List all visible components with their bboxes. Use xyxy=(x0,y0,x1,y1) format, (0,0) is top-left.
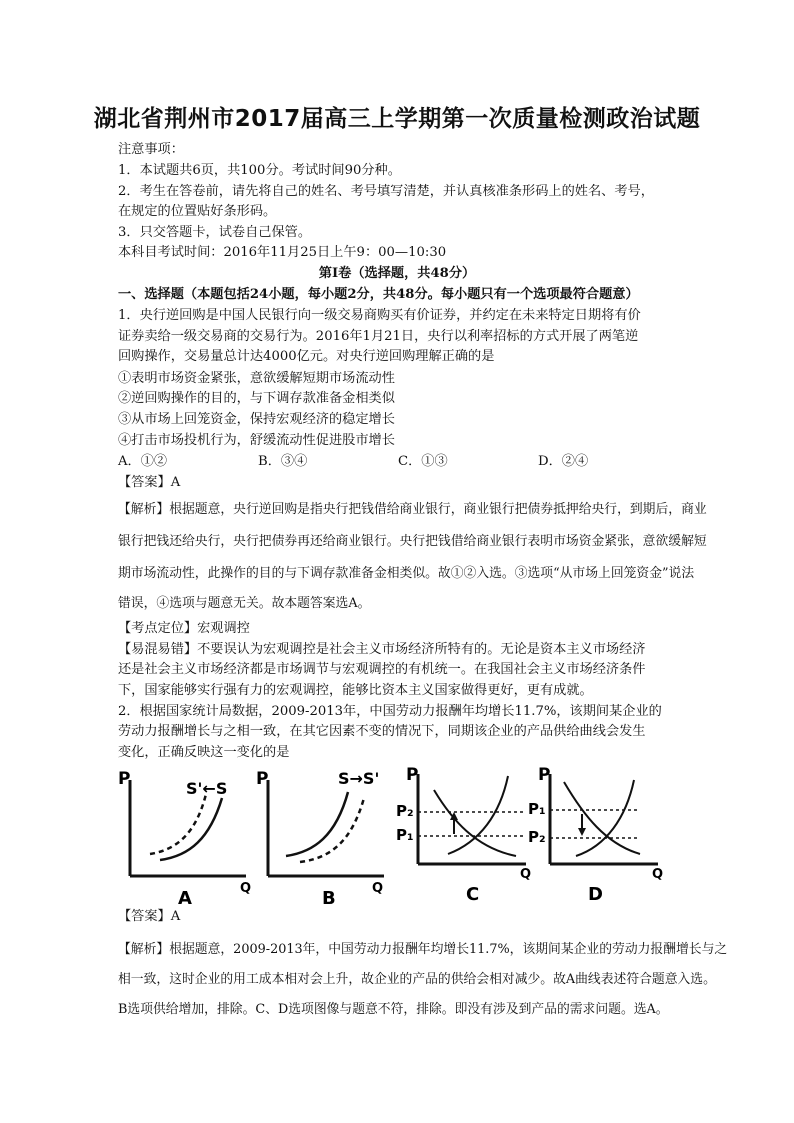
q1-option-c: C．①③ xyxy=(398,454,448,469)
q2-analysis: 【解析】根据题意，2009-2013年，中国劳动力报酬年均增长11.7%，该期间某企业的劳动力报酬增长与之 xyxy=(118,942,728,957)
figure-b xyxy=(256,764,396,906)
q1-statement: ③从市场上回笼资金，保持宏观经济的稳定增长 xyxy=(118,412,395,427)
price-label-high: P₁ xyxy=(528,800,546,818)
exam-time: 本科目考试时间：2016年11月25日上午9：00—10:30 xyxy=(118,245,447,260)
notice-item: 在规定的位置贴好条形码。 xyxy=(118,204,277,219)
q1-statement: ①表明市场资金紧张，意欲缓解短期市场流动性 xyxy=(118,371,395,386)
axis-p-label: P xyxy=(538,765,551,785)
q1-stem: 1．央行逆回购是中国人民银行向一级交易商购买有价证券，并约定在未来特定日期将有价 xyxy=(118,308,641,323)
shift-label: S→S' xyxy=(338,769,380,788)
q1-stem: 回购操作，交易量总计达4000亿元。对央行逆回购理解正确的是 xyxy=(118,349,495,364)
price-label-low: P₂ xyxy=(528,828,546,846)
q1-analysis: 【解析】根据题意，央行逆回购是指央行把钱借给商业银行，商业银行把债券抵押给央行，到期后，商业 xyxy=(118,502,707,517)
supply-curve-new xyxy=(150,794,206,854)
figure-label: B xyxy=(322,888,336,906)
part-heading: 一、选择题（本题包括24小题，每小题2分，共48分。每小题只有一个选项最符合题意） xyxy=(118,287,639,302)
figure-label: A xyxy=(178,888,192,906)
q1-statement: ④打击市场投机行为，舒缓流动性促进股市增长 xyxy=(118,433,395,448)
section-title: 第Ⅰ卷（选择题，共48分） xyxy=(318,266,476,281)
q1-stem: 证券卖给一级交易商的交易行为。2016年1月21日，央行以利率招标的方式开展了两笔逆 xyxy=(118,329,639,344)
q1-yihun: 下，国家能够实行强有力的宏观调控，能够比资本主义国家做得更好，更有成就。 xyxy=(118,683,593,698)
notice-heading: 注意事项： xyxy=(118,142,184,157)
notice-item: 3．只交答题卡，试卷自己保管。 xyxy=(118,225,312,240)
figure-c xyxy=(396,760,536,906)
figure-label: D xyxy=(588,884,603,905)
q1-option-d: D．②④ xyxy=(538,454,589,469)
figure-a xyxy=(118,764,258,906)
q1-answer: 【答案】A xyxy=(118,475,181,490)
notice-item: 2．考生在答卷前，请先将自己的姓名、考号填写清楚，并认真核准条形码上的姓名、考号， xyxy=(118,184,654,199)
q1-option-b: B．③④ xyxy=(258,454,308,469)
price-label-high: P₂ xyxy=(396,802,414,820)
figure-label: C xyxy=(466,884,480,905)
q2-stem: 2．根据国家统计局数据，2009-2013年，中国劳动力报酬年均增长11.7%，该期间某企业的 xyxy=(118,704,662,719)
demand-curve xyxy=(564,782,640,854)
supply-curve xyxy=(448,776,508,854)
q1-yihun: 【易混易错】不要误认为宏观调控是社会主义市场经济所特有的。无论是资本主义市场经济 xyxy=(118,642,646,657)
demand-curve xyxy=(434,790,516,856)
q2-stem: 变化，正确反映这一变化的是 xyxy=(118,745,290,760)
axis-q-label: Q xyxy=(240,881,252,896)
supply-curve-old xyxy=(286,792,348,856)
q2-analysis: 相一致，这时企业的用工成本相对会上升，故企业的产品的供给会相对减少。故A曲线表述符合题意入选。 xyxy=(118,972,716,987)
axis-p-label: P xyxy=(406,765,419,785)
q1-yihun: 还是社会主义市场经济都是市场调节与宏观调控的有机统一。在我国社会主义市场经济条件 xyxy=(118,662,646,677)
q2-answer: 【答案】A xyxy=(118,909,181,924)
q2-stem: 劳动力报酬增长与之相一致，在其它因素不变的情况下，同期该企业的产品供给曲线会发生 xyxy=(118,724,646,739)
q1-option-a: A．①② xyxy=(118,454,168,469)
price-label-low: P₁ xyxy=(396,826,414,844)
page-title: 湖北省荆州市2017届高三上学期第一次质量检测政治试题 xyxy=(93,106,701,132)
figure-d xyxy=(528,760,668,906)
supply-curve xyxy=(576,780,634,856)
q1-analysis: 期市场流动性，此操作的目的与下调存款准备金相类似。故①②入选。③选项“从市场上回笼资金”说法 xyxy=(118,566,695,581)
q2-analysis: B选项供给增加，排除。C、D选项图像与题意不符，排除。即没有涉及到产品的需求问题。选A。 xyxy=(118,1002,669,1017)
q1-kaodian: 【考点定位】宏观调控 xyxy=(118,621,250,636)
axis-q-label: Q xyxy=(652,867,664,882)
shift-label: S'←S xyxy=(186,779,228,798)
notice-item: 1．本试题共6页，共100分。考试时间90分种。 xyxy=(118,163,401,178)
q1-statement: ②逆回购操作的目的，与下调存款准备金相类似 xyxy=(118,391,395,406)
axis-p-label: P xyxy=(118,769,131,789)
axis-q-label: Q xyxy=(372,881,384,896)
axis-q-label: Q xyxy=(520,867,532,882)
axis-p-label: P xyxy=(256,769,269,789)
arrow-head xyxy=(578,828,586,836)
q1-analysis: 错误，④选项与题意无关。故本题答案选A。 xyxy=(118,596,371,611)
q1-analysis: 银行把钱还给央行，央行把债券再还给商业银行。央行把钱借给商业银行表明市场资金紧张，意欲缓解短 xyxy=(118,534,707,549)
